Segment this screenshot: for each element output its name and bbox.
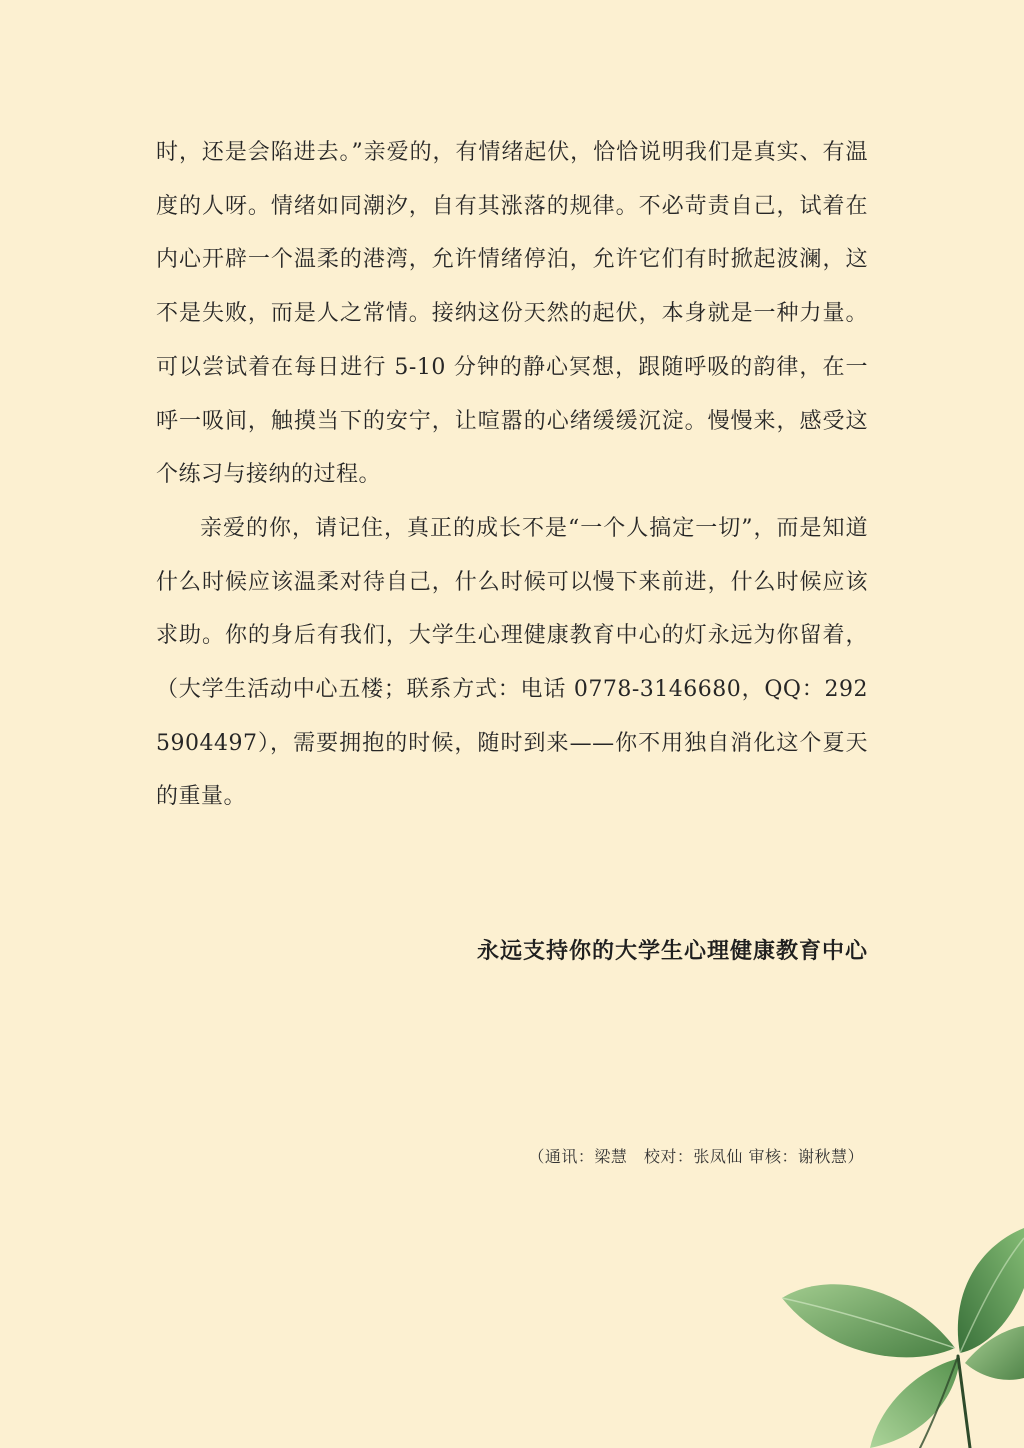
paragraph-continued: 时，还是会陷进去。”亲爱的，有情绪起伏，恰恰说明我们是真实、有温度的人呀。情绪如同潮汐，自有其涨落的规律。不必苛责自己，试着在内心开辟一个温柔的港湾，允许情绪停泊，允许它们有时掀起波澜，这不是失败，而是人之常情。接纳这份天然的起伏，本身就是一种力量。可以尝试着在每日进行 5-10 分钟的静心冥想，跟随呼吸的韵律，在一呼一吸间，触摸当下的安宁，让喧嚣的心绪缓缓沉淀。慢慢来，感受这个练习与接纳的过程。 bbox=[156, 140, 868, 488]
signature: 永远支持你的大学生心理健康教育中心 bbox=[476, 938, 868, 964]
paragraph-closing: 亲爱的你，请记住，真正的成长不是“一个人搞定一切”，而是知道什么时候应该温柔对待自己，什么时候可以慢下来前进，什么时候应该求助。你的身后有我们，大学生心理健康教育中心的灯永远为你留着，（大学生活动中心五楼；联系方式：电话 0778-3146680，QQ：2925904497），需要拥抱的时候，随时到来——你不用独自消化这个夏天的重量。 bbox=[156, 515, 868, 810]
stem bbox=[958, 1356, 970, 1448]
editorial-credits: （通讯：梁慧 校对：张凤仙 审核：谢秋慧） bbox=[528, 1147, 864, 1166]
leaf-lower-left bbox=[870, 1358, 960, 1448]
letter-body bbox=[156, 126, 868, 824]
leaf-branch-icon bbox=[770, 1228, 1024, 1448]
